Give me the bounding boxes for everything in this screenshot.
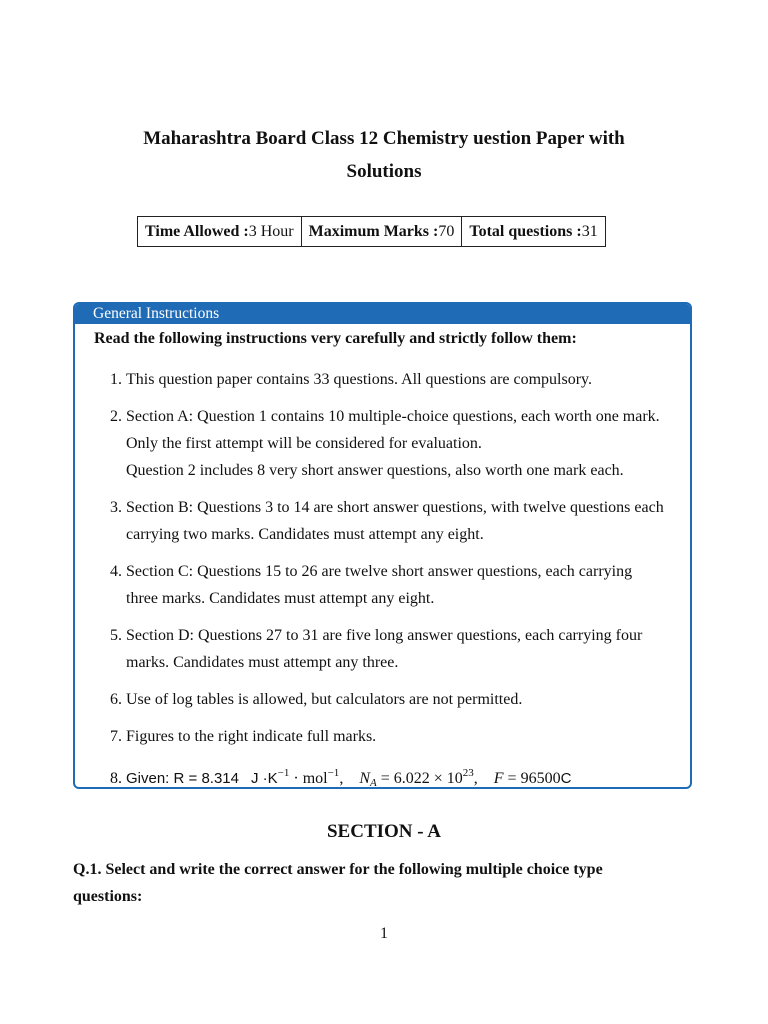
page-number: 1 [380,925,388,942]
instruction-item: 5. Section D: Questions 27 to 31 are five long answer questions, each carrying four marks. Candidates must attempt any three. [126,622,666,676]
instruction-item: 6. Use of log tables is allowed, but calculators are not permitted. [126,686,666,713]
instruction-item: 3. Section B: Questions 3 to 14 are short answer questions, with twelve questions each carrying two marks. Candidates must attempt any eight. [126,494,666,548]
total-questions-cell: Total questions :31 [462,217,605,247]
page-title [0,122,768,188]
instruction-item: 1. This question paper contains 33 questions. All questions are compulsory. [126,366,666,393]
instruction-item: 4. Section C: Questions 15 to 26 are twelve short answer questions, each carrying three marks. Candidates must attempt any eight. [126,558,666,612]
instructions-list [75,366,690,789]
exam-meta-table [137,216,606,247]
question-text: Q.1. Select and write the correct answer for the following multiple choice type questions: [73,861,603,905]
instruction-item: 7. Figures to the right indicate full marks. [126,723,666,750]
instructions-lead: Read the following instructions very carefully and strictly follow them: [94,330,577,347]
maximum-marks-cell: Maximum Marks :70 [301,217,462,247]
general-instructions-box [73,302,692,789]
instructions-heading: General Instructions [75,304,690,324]
instruction-item-given-constants: 8. Given: R = 8.314 $J \cdot K^{-1} \cdot mol^{-1}$, NA = $6.022 \times 10^{23}$, F = 96500C [126,760,666,789]
section-heading: SECTION - A [326,821,442,842]
title-line-1: Maharashtra Board Class 12 Chemistry uestion Paper with [143,128,625,149]
title-line-2: Solutions [346,161,422,182]
time-allowed-cell: Time Allowed :3 Hour [138,217,302,247]
instruction-item: 2. Section A: Question 1 contains 10 multiple-choice questions, each worth one mark. Only the first attempt will be considered for evaluation. Question 2 includes 8 very short answer questions, also worth one mark each. [126,403,666,484]
